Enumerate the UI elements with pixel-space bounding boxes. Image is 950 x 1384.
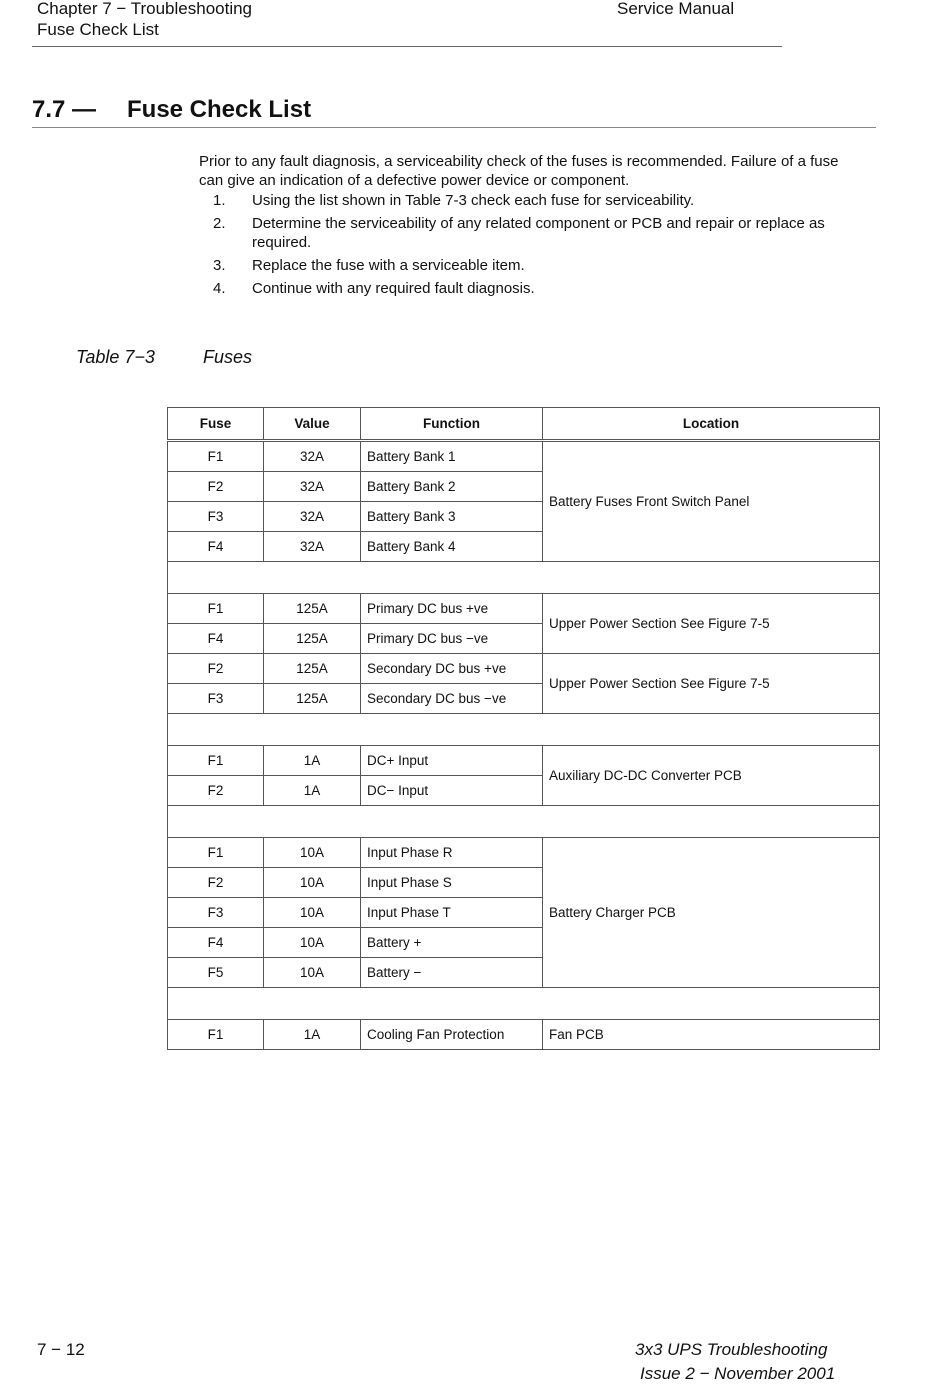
function-cell: Input Phase R: [361, 838, 543, 868]
table-row: [168, 441, 880, 472]
header-chapter: Chapter 7 − Troubleshooting: [37, 0, 253, 18]
footer-issue: Issue 2 − November 2001: [640, 1364, 836, 1383]
function-cell: Primary DC bus +ve: [361, 594, 543, 624]
group-separator-cell: [168, 988, 880, 1020]
function-cell: Cooling Fan Protection: [361, 1020, 543, 1050]
table-row: [168, 746, 880, 776]
location-cell: Battery Fuses Front Switch Panel: [543, 441, 880, 562]
step-number: 3.: [213, 257, 226, 274]
intro-paragraph: Prior to any fault diagnosis, a serviceability check of the fuses is recommended. Failure of a fuse can give an indication of a defective power device or component.: [199, 153, 839, 189]
fuse-cell: F4: [168, 928, 264, 958]
location-cell: Fan PCB: [543, 1020, 880, 1050]
function-cell: Input Phase S: [361, 868, 543, 898]
fuse-cell: F1: [168, 838, 264, 868]
function-cell: Battery −: [361, 958, 543, 988]
function-cell: Battery Bank 4: [361, 532, 543, 562]
procedure-step: [199, 214, 859, 252]
table-row: [168, 654, 880, 684]
value-cell: 125A: [264, 654, 361, 684]
column-header-location: Location: [543, 408, 880, 441]
value-cell: 1A: [264, 746, 361, 776]
value-cell: 125A: [264, 684, 361, 714]
procedure-step: [199, 256, 859, 275]
group-separator-row: [168, 714, 880, 746]
function-cell: DC− Input: [361, 776, 543, 806]
fuse-cell: F3: [168, 684, 264, 714]
function-cell: Primary DC bus −ve: [361, 624, 543, 654]
group-separator-row: [168, 988, 880, 1020]
value-cell: 32A: [264, 472, 361, 502]
step-text: Replace the fuse with a serviceable item.: [252, 257, 525, 274]
fuse-cell: F2: [168, 472, 264, 502]
function-cell: DC+ Input: [361, 746, 543, 776]
fuse-cell: F1: [168, 594, 264, 624]
group-separator-row: [168, 806, 880, 838]
procedure-step: [199, 191, 859, 210]
table-row: [168, 1020, 880, 1050]
fuse-cell: F5: [168, 958, 264, 988]
function-cell: Battery +: [361, 928, 543, 958]
table-header-row: [168, 408, 880, 441]
value-cell: 10A: [264, 838, 361, 868]
value-cell: 32A: [264, 532, 361, 562]
function-cell: Battery Bank 3: [361, 502, 543, 532]
fuse-cell: F1: [168, 441, 264, 472]
fuse-cell: F4: [168, 532, 264, 562]
value-cell: 32A: [264, 441, 361, 472]
procedure-step: [199, 279, 859, 298]
fuse-cell: F1: [168, 1020, 264, 1050]
step-text: Continue with any required fault diagnosis.: [252, 280, 535, 297]
location-cell: Upper Power Section See Figure 7-5: [543, 654, 880, 714]
fuse-cell: F2: [168, 868, 264, 898]
table-row: [168, 838, 880, 868]
fuse-cell: F1: [168, 746, 264, 776]
group-separator-row: [168, 562, 880, 594]
group-separator-cell: [168, 806, 880, 838]
procedure-steps: [199, 191, 859, 302]
fuse-cell: F2: [168, 776, 264, 806]
column-header-function: Function: [361, 408, 543, 441]
function-cell: Battery Bank 1: [361, 441, 543, 472]
table-row: [168, 594, 880, 624]
step-text: Using the list shown in Table 7-3 check each fuse for serviceability.: [252, 192, 695, 209]
section-divider: [32, 127, 876, 128]
step-number: 1.: [213, 192, 226, 209]
value-cell: 32A: [264, 502, 361, 532]
step-text: Determine the serviceability of any related component or PCB and repair or replace as required.: [252, 215, 825, 251]
value-cell: 10A: [264, 928, 361, 958]
column-header-fuse: Fuse: [168, 408, 264, 441]
group-separator-cell: [168, 562, 880, 594]
location-cell: Auxiliary DC-DC Converter PCB: [543, 746, 880, 806]
table-caption-label: Table 7−3: [76, 347, 155, 367]
fuse-cell: F3: [168, 898, 264, 928]
fuse-cell: F3: [168, 502, 264, 532]
function-cell: Battery Bank 2: [361, 472, 543, 502]
fuse-table: [167, 407, 880, 1050]
header-divider: [32, 46, 782, 47]
group-separator-cell: [168, 714, 880, 746]
function-cell: Secondary DC bus −ve: [361, 684, 543, 714]
section-number: 7.7 —: [32, 96, 97, 123]
footer-document-title: 3x3 UPS Troubleshooting: [635, 1340, 828, 1359]
function-cell: Input Phase T: [361, 898, 543, 928]
location-cell: Upper Power Section See Figure 7-5: [543, 594, 880, 654]
step-number: 4.: [213, 280, 226, 297]
value-cell: 1A: [264, 1020, 361, 1050]
value-cell: 125A: [264, 594, 361, 624]
value-cell: 125A: [264, 624, 361, 654]
footer-page-number: 7 − 12: [37, 1340, 85, 1359]
table-caption-title: Fuses: [203, 347, 253, 367]
fuse-cell: F2: [168, 654, 264, 684]
header-manual: Service Manual: [617, 0, 735, 18]
fuse-cell: F4: [168, 624, 264, 654]
step-number: 2.: [213, 215, 226, 232]
value-cell: 10A: [264, 868, 361, 898]
location-cell: Battery Charger PCB: [543, 838, 880, 988]
value-cell: 10A: [264, 898, 361, 928]
value-cell: 10A: [264, 958, 361, 988]
value-cell: 1A: [264, 776, 361, 806]
section-heading: Fuse Check List: [127, 96, 312, 123]
header-section: Fuse Check List: [37, 20, 159, 39]
column-header-value: Value: [264, 408, 361, 441]
function-cell: Secondary DC bus +ve: [361, 654, 543, 684]
